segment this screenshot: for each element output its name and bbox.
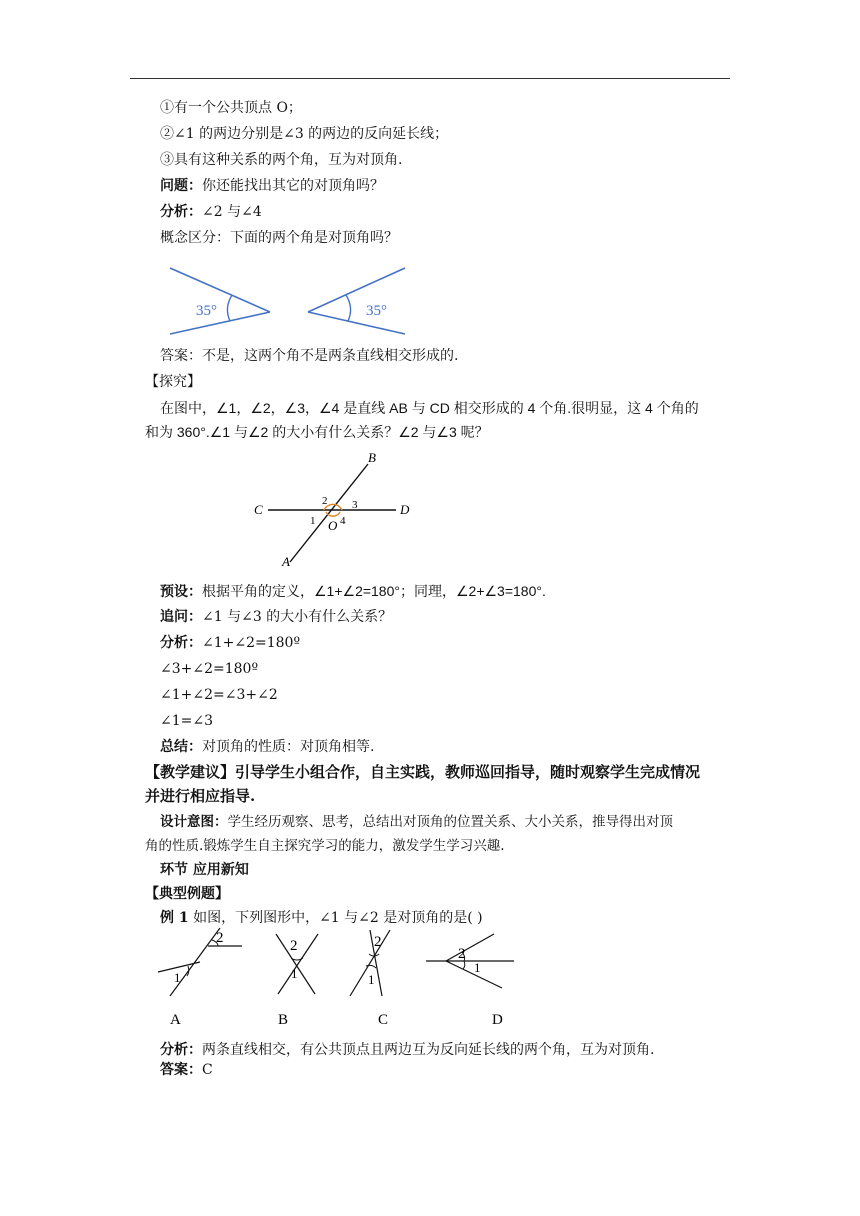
label: 预设： bbox=[160, 584, 202, 600]
text-line: 答案：不是，这两个角不是两条直线相交形成的. bbox=[160, 348, 459, 364]
text: 两条直线相交，有公共顶点且两边互为反向延长线的两个角，互为对顶角. bbox=[202, 1042, 655, 1058]
point-label-a: A bbox=[282, 554, 290, 569]
angle-arc bbox=[326, 512, 340, 516]
angle-number: 1 bbox=[474, 960, 481, 975]
header-rule bbox=[130, 78, 730, 79]
text-line bbox=[160, 607, 392, 627]
text-line bbox=[160, 202, 262, 222]
option-label-c: C bbox=[378, 1012, 389, 1028]
ray bbox=[170, 312, 270, 334]
label: 总结： bbox=[160, 739, 202, 755]
ray bbox=[170, 268, 270, 312]
text-line: ∠3+∠2=180º bbox=[160, 661, 259, 677]
label: 分析： bbox=[160, 204, 202, 220]
angle-arc bbox=[346, 295, 351, 321]
text-line: ③具有这种关系的两个角，互为对顶角. bbox=[160, 152, 403, 168]
angle-number: 1 bbox=[174, 970, 181, 985]
angle-number: 2 bbox=[216, 930, 224, 946]
angle-number: 2 bbox=[290, 938, 298, 954]
angle-comparison-figure bbox=[160, 262, 420, 338]
label: 分析： bbox=[160, 635, 202, 651]
option-label-a: A bbox=[170, 1012, 181, 1028]
angle-number: 1 bbox=[310, 515, 316, 527]
angle-number: 2 bbox=[458, 946, 466, 962]
text: ∠1 与∠3 的大小有什么关系？ bbox=[202, 609, 393, 625]
angle-number: 2 bbox=[322, 495, 328, 507]
option-label-b: B bbox=[278, 1012, 289, 1028]
text-line bbox=[160, 737, 374, 757]
option-a-figure bbox=[158, 928, 242, 1028]
label: 设计意图： bbox=[160, 814, 228, 830]
label: 问题： bbox=[160, 178, 202, 194]
point-label-c: C bbox=[254, 502, 263, 517]
line-ab bbox=[290, 464, 368, 562]
text: 学生经历观察、思考，总结出对顶角的位置关系、大小关系，推导得出对顶 bbox=[227, 814, 673, 830]
text-line: ①有一个公共顶点 O； bbox=[160, 100, 302, 116]
angle-number: 2 bbox=[374, 934, 382, 950]
text-line: 和为 360°.∠1 与∠2 的大小有什么关系？∠2 与∠3 呢？ bbox=[145, 424, 489, 440]
point-label-d: D bbox=[400, 502, 410, 517]
option-d-figure bbox=[426, 934, 514, 1028]
text: ∠2 与∠4 bbox=[202, 204, 262, 220]
text-line bbox=[160, 633, 300, 653]
intersecting-lines-figure bbox=[250, 448, 420, 572]
angle-number: 3 bbox=[352, 499, 358, 511]
angle-arc bbox=[227, 295, 232, 321]
ray bbox=[308, 268, 405, 312]
angle-number: 1 bbox=[291, 966, 298, 981]
angle-label: 35° bbox=[196, 303, 217, 319]
label: 例 1 bbox=[160, 910, 189, 926]
section-heading: 【典型例题】 bbox=[145, 886, 229, 902]
text-line bbox=[160, 581, 546, 602]
text-line: ②∠1 的两边分别是∠3 的两边的反向延长线； bbox=[160, 126, 449, 142]
text-line: 角的性质.锻炼学生自主探究学习的能力，激发学生学习兴趣. bbox=[145, 838, 505, 854]
text: 对顶角的性质：对顶角相等. bbox=[202, 739, 375, 755]
text-line bbox=[160, 1060, 213, 1080]
text-line: ∠1=∠3 bbox=[160, 713, 214, 729]
label: 分析： bbox=[160, 1042, 202, 1058]
option-b-figure bbox=[276, 934, 318, 1028]
angle-number: 4 bbox=[340, 515, 346, 527]
angle-label: 35° bbox=[366, 303, 387, 319]
teaching-suggestion: 【教学建议】引导学生小组合作，自主实践，教师巡回指导，随时观察学生完成情况 bbox=[145, 763, 701, 781]
label: 追问： bbox=[160, 609, 202, 625]
text: 如图，下列图形中，∠1 与∠2 是对顶角的是( ) bbox=[188, 910, 483, 926]
label: 答案： bbox=[160, 1062, 202, 1078]
point-label-o: O bbox=[328, 518, 338, 533]
text: 根据平角的定义，∠1+∠2=180°；同理，∠2+∠3=180°. bbox=[202, 583, 546, 599]
example-options-figure bbox=[150, 924, 530, 1034]
ray bbox=[308, 312, 405, 334]
text: ∠1+∠2=180º bbox=[202, 635, 301, 651]
text-line: 在图中，∠1，∠2，∠3，∠4 是直线 AB 与 CD 相交形成的 4 个角.很明显，这 4 个角的 bbox=[160, 400, 699, 416]
text: 你还能找出其它的对顶角吗？ bbox=[202, 178, 384, 194]
point-label-b: B bbox=[368, 450, 376, 465]
option-c-figure bbox=[350, 930, 390, 1028]
text-line: 概念区分：下面的两个角是对顶角吗？ bbox=[160, 230, 398, 246]
text: C bbox=[202, 1062, 213, 1078]
angle-number: 1 bbox=[368, 972, 375, 987]
section-heading: 【探究】 bbox=[145, 374, 201, 390]
text-line: ∠1+∠2=∠3+∠2 bbox=[160, 687, 278, 703]
option-label-d: D bbox=[492, 1012, 503, 1028]
text-line bbox=[160, 176, 384, 196]
text-line bbox=[160, 812, 673, 832]
teaching-suggestion: 并进行相应指导. bbox=[145, 787, 256, 805]
text-line bbox=[160, 1040, 654, 1060]
section-heading: 环节 应用新知 bbox=[160, 862, 249, 878]
